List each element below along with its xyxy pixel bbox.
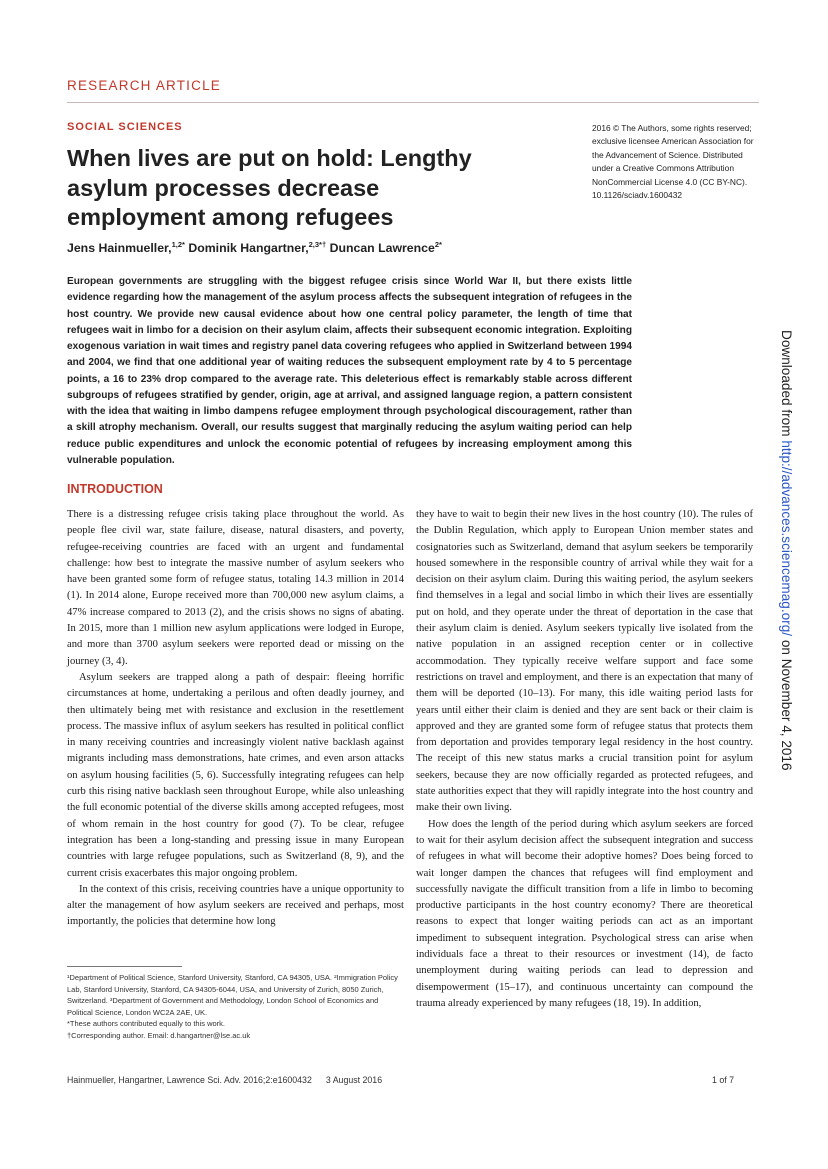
download-link[interactable]: http://advances.sciencemag.org/ [779, 440, 794, 637]
author-affiliation-marks: 2* [434, 240, 442, 249]
author-name: Dominik Hangartner, [188, 241, 309, 256]
page-footer-citation [67, 1075, 382, 1085]
body-paragraph: There is a distressing refugee crisis taking place throughout the world. As people flee civil war, state failure, disease, natural disasters, and poverty, refugee-receiving countries are faced with an urgent and fundamental challenge: how best to integrate the massive number of asylum seekers who have been granted some form of refugee status, totaling 14.3 million in 2014 (1). In 2014 alone, Europe received more than 700,000 new asylum claims, a 47% increase compared to 2013 (2), and the crisis shows no signs of abating. In 2015, more than 1 million new asylum applications were lodged in Europe, and more than 3700 asylum seekers were reported dead or missing on the journey (3, 4). [67, 509, 404, 667]
page-number: 1 of 7 [712, 1075, 735, 1085]
body-paragraph: Asylum seekers are trapped along a path of despair: fleeing horrific circumstances at home, undertaking a perilous and often deadly journey, and then ultimately being met with resistance and exclusion in the resettlement process. The massive influx of asylum seekers has resulted in political conflict in many receiving countries and increasingly violent native backlash against migrants including mass demonstrations, hate crimes, and even arson attacks on asylum housing facilities (5, 6). Successfully integrating refugees can help curb this rising native backlash seen throughout Europe, while also unleashing the full economic potential of the diverse skills among accepted refugees, most of whom remain in the host country for good (7). To be clear, refugee integration has been a long-standing and pressing issue in many European countries with large refugee populations, such as Switzerland (8, 9), and the current crisis exacerbates this major ongoing problem. [67, 671, 404, 879]
publication-date: 3 August 2016 [325, 1075, 383, 1085]
affiliations-footnote: ¹Department of Political Science, Stanford University, Stanford, CA 94305, USA. ²Immigration Policy Lab, Stanford University, Stanford, CA 94305-6044, USA, and University of Zurich, 8050 Zurich, Switzerland. ³Department of Government and Methodology, London School of Economics and Political Science, London WC2A 2AE, UK. [67, 973, 398, 1017]
corresponding-author-footnote: †Corresponding author. Email: d.hangartner@lse.ac.uk [67, 1030, 251, 1040]
body-column-left [67, 507, 404, 931]
body-column-right [416, 507, 753, 1012]
author-affiliation-marks: 2,3*† [308, 240, 327, 249]
header-divider [67, 102, 759, 103]
download-suffix: on November 4, 2016 [779, 636, 794, 771]
section-label: SOCIAL SCIENCES [67, 121, 183, 133]
license-notice: 2016 © The Authors, some rights reserved; exclusive licensee American Association for the Advancement of Science. Distributed under a Creative Commons Attribution NonCommercial License 4.0 (CC BY-NC). 10.1126/sciadv.1600432 [592, 123, 754, 201]
footnotes [67, 972, 404, 1042]
article-title: When lives are put on hold: Lengthy asylum processes decrease employment among refugees [67, 145, 472, 230]
body-paragraph: In the context of this crisis, receiving countries have a unique opportunity to alter the management of how asylum seekers are received and perhaps, most importantly, the policies that determine how long [67, 883, 404, 928]
abstract: European governments are struggling with the biggest refugee crisis since World War II, but there exists little evidence regarding how the management of the asylum process affects the subsequent integration of refugees in the host country. We provide new causal evidence about how one central policy parameter, the length of time that refugees wait in limbo for a decision on their asylum claim, affects their subsequent economic integration. Exploiting exogenous variation in wait times and registry panel data covering refugees who applied in Switzerland between 1994 and 2004, we find that one additional year of waiting reduces the subsequent employment rate by 4 to 5 percentage points, a 16 to 23% drop compared to the average rate. This deleterious effect is remarkably stable across different subgroups of refugees stratified by gender, origin, age at arrival, and assigned language region, a pattern consistent with the idea that waiting in limbo dampens refugee employment through psychological discouragement, rather than a skill atrophy mechanism. Overall, our results suggest that marginally reducing the asylum waiting period can help reduce public expenditures and unlock the economic potential of refugees by increasing employment among this vulnerable population. [67, 276, 632, 466]
citation-text: Hainmueller, Hangartner, Lawrence Sci. Adv. 2016;2:e1600432 [67, 1075, 312, 1085]
footnote-divider [67, 966, 182, 967]
article-type-label: RESEARCH ARTICLE [67, 78, 221, 93]
download-prefix: Downloaded from [779, 330, 794, 441]
equal-contribution-footnote: *These authors contributed equally to this work. [67, 1019, 226, 1029]
body-paragraph: How does the length of the period during which asylum seekers are forced to wait for their asylum decision affect the subsequent integration and success of refugees in what will become their adoptive homes? Does being forced to wait longer dampen the chances that refugees will find employment and successfully navigate the difficult transition from a life in limbo to becoming productive participants in the host country economy? There are theoretical reasons to expect that longer waiting periods can act as an important impediment to subsequent integration. Psychological stress can arise when individuals face a threat to their resources or investment (14), de facto unemployment during waiting periods can lead to depression and disempowerment (15–17), and continuous uncertainty can compound the trauma already experienced by many refugees (18, 19). In addition, [416, 818, 753, 1009]
introduction-heading: INTRODUCTION [67, 482, 163, 496]
author-name: Jens Hainmueller, [67, 241, 172, 256]
download-stamp [779, 330, 794, 790]
author-name: Duncan Lawrence [329, 241, 435, 256]
body-paragraph: they have to wait to begin their new lives in the host country (10). The rules of the Dublin Regulation, which apply to European Union member states and cosignatories such as Switzerland, demand that asylum seekers be temporarily housed somewhere in the responsible country of arrival while they wait for a decision on their asylum claim. During this waiting period, the asylum seekers find themselves in a legal and social limbo in which their lives are essentially put on hold, and they operate under the threat of deportation in the case that their asylum claim is denied. Asylum seekers typically live isolated from the native population in an assigned reception center or in collective accommodation. They typically receive welfare support and face some restrictions on travel and employment, and there is an expectation that many of them will be deported (10–13). For many, this idle waiting period lasts for years until either their claim is denied and they are sent back or their claim is approved and they are granted some form of refugee status that protects them from deportation and provides temporary legal residency in the host country. The receipt of this new status marks a crucial transition point for asylum seekers, because they are now officially regarded as protected refugees, and state authorities expect that they will rapidly integrate into the host country and make their own living. [416, 509, 753, 814]
author-list [67, 240, 442, 255]
author-affiliation-marks: 1,2* [171, 240, 185, 249]
